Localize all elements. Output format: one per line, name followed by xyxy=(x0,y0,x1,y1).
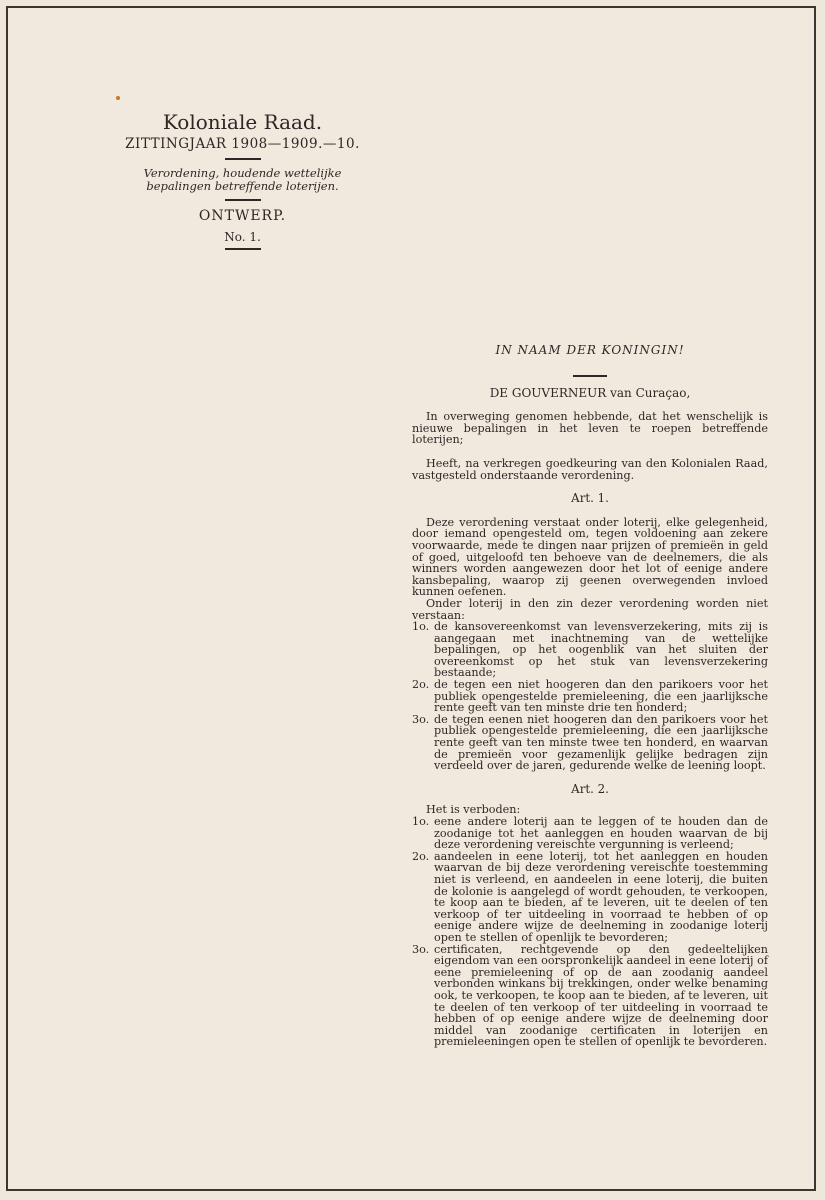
item-text: eene andere loterij aan te leggen of te houden dan de zoodanige tot het aanleggen en houden waarvan de bij deze verordening vereischte vergunning is verleend; xyxy=(434,815,768,852)
preamble-heading: IN NAAM DER KONINGIN! xyxy=(495,343,685,357)
item-number: 3o. xyxy=(412,712,430,726)
divider xyxy=(225,199,261,201)
item-text: aandeelen in eene loterij, tot het aanleggen en houden waarvan de bij deze verordening vereischte toestemming niet is verleend, en aandeelen in eene loterij, die buiten de kolonie is aangelegd of wordt gehouden, te verkoopen, te koop aan te bieden, af te leveren, uit te deelen of ten verkoop of ter uitdeeling in voorraad te hebben of op eenige andere wijze de deelneming in zoodanige loterij open te stellen of openlijk te bevorderen; xyxy=(434,849,768,944)
governor-line: DE GOUVERNEUR van Curaçao, xyxy=(489,385,691,400)
article-1-paragraph: Onder loterij in den zin dezer verordening worden niet verstaan: xyxy=(412,596,768,622)
divider xyxy=(225,158,261,160)
article-1-paragraph: Deze verordening verstaat onder loterij, elke gelegenheid, door iemand opengesteld om, tegen voldoening aan zekere voorwaarde, mede te dingen naar prijzen of premieën in geld of goed, uitgeloofd ten behoeve van de deelnemers, die als winners worden aangewezen door het lot of eenige andere kansbepaling, waarop zij geenen overwegenden invloed kunnen oefenen. xyxy=(412,515,768,599)
item-number: 2o. xyxy=(412,849,430,863)
list-item xyxy=(412,621,768,679)
document-body xyxy=(412,345,768,1048)
list-item xyxy=(412,679,768,714)
item-number: 2o. xyxy=(412,678,430,692)
item-text: certificaten, rechtgevende op den gedeeltelijken eigendom van een oorspronkelijk aandeel in eene loterij of eene premieleening of op de aan zoodanig aandeel verbonden winkans bij trekkingen, onder welke benaming ook, te verkoopen, te koop aan te bieden, af te leveren, uit te deelen of ten verkoop of ter uitdeeling in voorraad te hebben of op eenige andere wijze de deelneming door middel van zoodanige certificaten in loterijen en premieleeningen open te stellen of openlijk te bevorderen. xyxy=(434,942,768,1049)
consideration-paragraph: In overweging genomen hebbende, dat het wenschelijk is nieuwe bepalingen in het leven te roepen betreffende loterijen; xyxy=(412,410,768,447)
divider xyxy=(225,248,261,250)
article-2-intro: Het is verboden: xyxy=(426,803,521,817)
document-number: No. 1. xyxy=(224,230,261,244)
divider xyxy=(573,375,607,377)
article-1-heading: Art. 1. xyxy=(571,491,609,506)
item-number: 1o. xyxy=(412,620,430,634)
session-year: ZITTINGJAAR 1908—1909.—10. xyxy=(125,136,360,152)
list-item xyxy=(412,714,768,772)
ordinance-description: Verordening, houdende wettelijke bepalingen betreffende loterijen. xyxy=(143,166,342,193)
draft-label: ONTWERP. xyxy=(198,208,287,224)
article-2-heading: Art. 2. xyxy=(571,781,609,796)
ink-mark xyxy=(116,96,120,100)
item-text: de kansovereenkomst van levensverzekering, mits zij is aangegaan met inachtneming van de wettelijke bepalingen, op het oogenblik van het sluiten der overeenkomst op het stuk van levensverzekering bestaande; xyxy=(434,620,768,680)
item-number: 3o. xyxy=(412,942,430,956)
item-text: de tegen eenen niet hoogeren dan den parikoers voor het publiek opengestelde premieleening, die een jaarlijksche rente geeft van ten minste twee ten honderd, en waarvan de premieën voor gezamenlijk gelijke bedragen zijn verdeeld over de jaren, gedurende welke de leening loopt. xyxy=(434,712,768,773)
list-item xyxy=(412,944,768,1048)
item-number: 1o. xyxy=(412,815,430,828)
document-header xyxy=(110,110,375,257)
list-item xyxy=(412,816,768,851)
list-item xyxy=(412,851,768,944)
council-title: Koloniale Raad. xyxy=(162,110,323,134)
enactment-paragraph: Heeft, na verkregen goedkeuring van den Kolonialen Raad, vastgesteld onderstaande verordening. xyxy=(412,456,768,482)
item-text: de tegen een niet hoogeren dan den parikoers voor het publiek opengestelde premieleening, die een jaarlijksche rente geeft van ten minste drie ten honderd; xyxy=(434,678,768,715)
